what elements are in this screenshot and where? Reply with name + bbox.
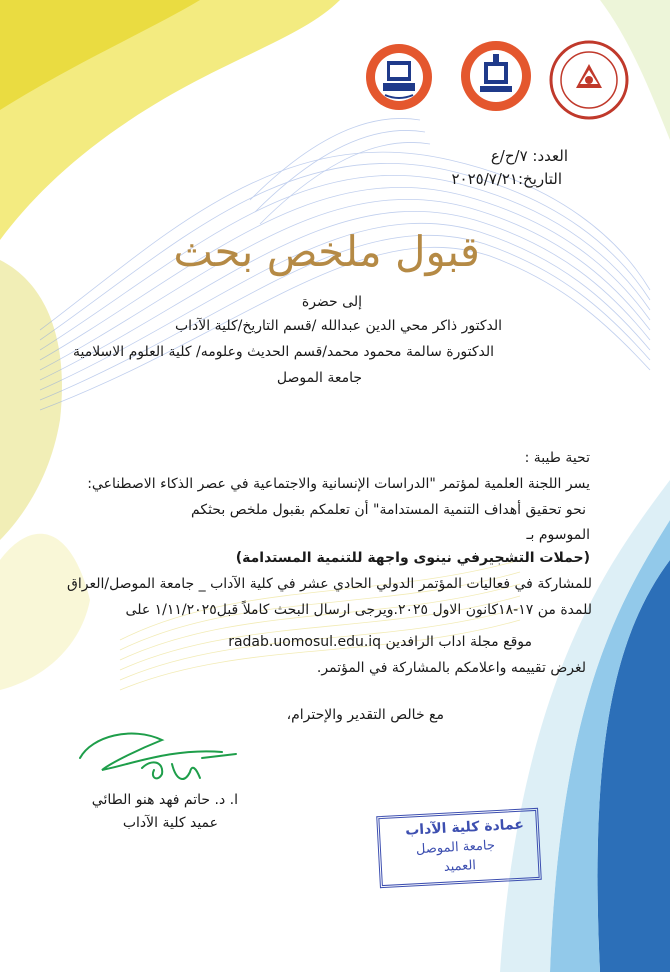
body-line-6: موقع مجلة اداب الرافدين radab.uomosul.edu.iq [228,634,532,650]
stamp-line-3: العميد [443,858,477,875]
signature [72,718,242,798]
official-stamp [376,808,542,888]
body-line-2: نحو تحقيق أهداف التنمية المستدامة" أن تعلمكم بقبول ملخص بحثكم [191,502,586,518]
recipient-line-1: الدكتور ذاكر محي الدين عبدالله /قسم التاريخ/كلية الآداب [174,318,502,334]
letter-date: التاريخ:٢٠٢٥/٧/٢١ [451,170,562,188]
signatory-name: ا. د. حاتم فهد هنو الطائي [91,792,238,808]
body-line-1: يسر اللجنة العلمية لمؤتمر "الدراسات الإنسانية والاجتماعية في عصر الذكاء الاصطناعي: [87,476,590,492]
stamp-line-2: جامعة الموصل [415,838,496,858]
college-of-arts-seal-icon [365,43,433,111]
recipient-attention: إلى حضرة [301,294,362,310]
greeting: تحية طيبة : [524,450,590,466]
body-line-3: الموسوم بـ [526,527,590,543]
university-of-mosul-seal-icon [460,40,532,112]
page-title: قبول ملخص بحث [173,227,480,276]
signatory-position: عميد كلية الآداب [122,815,218,831]
stamp-line-1: عمادة كلية الآداب [404,816,525,839]
body-line-4: للمشاركة في فعاليات المؤتمر الدولي الحادي عشر في كلية الآداب _ جامعة الموصل/العراق [66,576,592,592]
body-line-5: للمدة من ١٧-١٨كانون الاول ٢٠٢٥.ويرجى ارسال البحث كاملاً قبل١/١١/٢٠٢٥ على [125,602,592,618]
ministry-seal-icon [548,40,630,120]
closing: مع خالص التقدير والإحترام، [286,707,444,723]
research-title: (حملات التشجيرفي نينوى واجهة للتنمية المستدامة) [235,550,590,566]
recipient-line-3: جامعة الموصل [276,370,362,386]
body-line-7: لغرض تقييمه واعلامكم بالمشاركة في المؤتمر. [316,660,586,676]
reference-number: العدد: ٧/ح/ع [490,147,568,165]
recipient-line-2: الدكتورة سالمة محمود محمد/قسم الحديث وعلومه/ كلية العلوم الاسلامية [72,344,494,360]
